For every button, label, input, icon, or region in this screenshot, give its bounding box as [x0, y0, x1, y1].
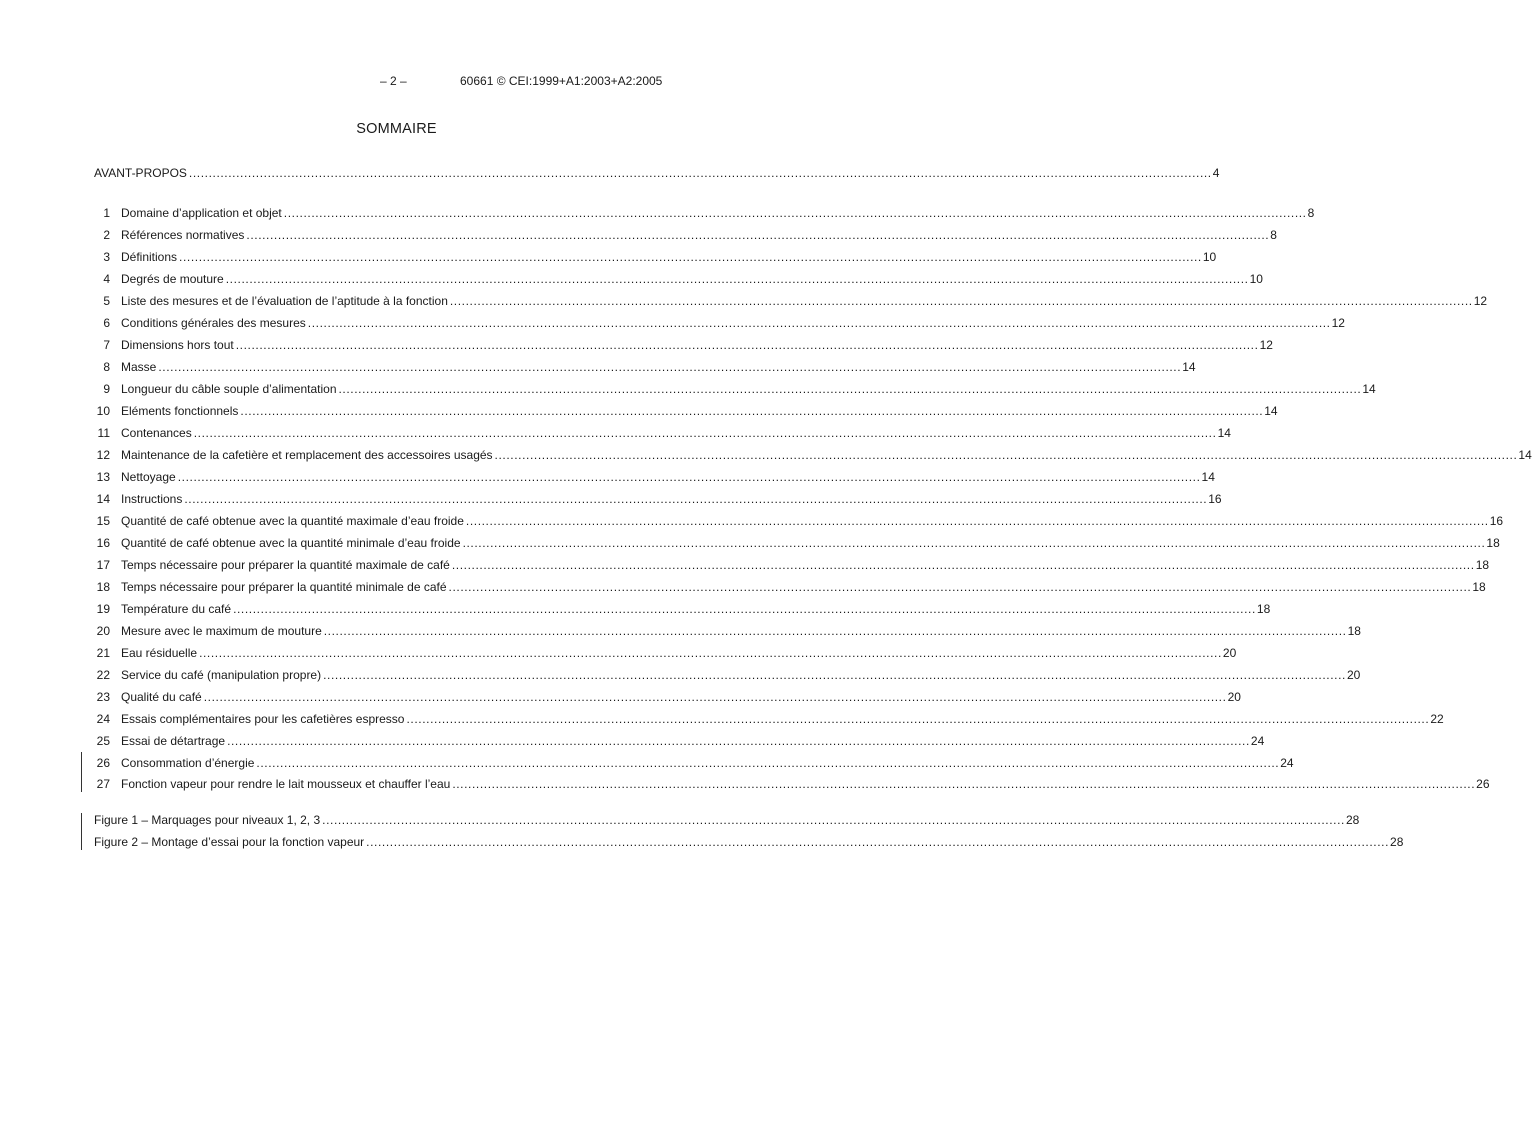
toc-entry-page: 18	[1347, 624, 1361, 638]
toc-entry-label: Degrés de mouture	[121, 272, 224, 286]
amendment-change-bar	[81, 752, 82, 792]
dot-leader: ....................................................................................................................................................................................................................................................................	[203, 690, 1227, 704]
dot-leader: ....................................................................................................................................................................................................................................................................	[465, 514, 1489, 528]
toc-entry-page: 16	[1208, 492, 1222, 506]
toc-entry-label: Figure 1 – Marquages pour niveaux 1, 2, 3	[94, 813, 321, 827]
toc-entry-page: 24	[1250, 734, 1265, 748]
dot-leader: ....................................................................................................................................................................................................................................................................	[235, 338, 1259, 352]
toc-entry[interactable]	[94, 469, 1215, 485]
toc-entry-label: Maintenance de la cafetière et remplacement des accessoires usagés	[121, 448, 493, 462]
toc-entry-page: 14	[1217, 426, 1231, 440]
toc-entry-page: 14	[1518, 448, 1532, 462]
toc-entry-label: Service du café (manipulation propre)	[121, 668, 322, 682]
dot-leader: ....................................................................................................................................................................................................................................................................	[452, 777, 1476, 791]
toc-entry-label: Figure 2 – Montage d’essai pour la fonction vapeur	[94, 835, 365, 849]
toc-entry-foreword[interactable]	[94, 165, 1220, 181]
toc-entry[interactable]	[94, 337, 1273, 353]
toc-entry[interactable]	[94, 623, 1361, 639]
toc-entry-number: 15	[96, 514, 110, 528]
toc-entry-label: Fonction vapeur pour rendre le lait mousseux et chauffer l’eau	[121, 777, 451, 791]
page-number: – 2 –	[380, 74, 407, 88]
toc-entry[interactable]	[94, 711, 1444, 727]
dot-leader: ....................................................................................................................................................................................................................................................................	[366, 835, 1390, 849]
toc-entry-number: 19	[96, 602, 110, 616]
toc-entry-label: Eau résiduelle	[121, 646, 198, 660]
toc-entry[interactable]	[94, 293, 1488, 309]
toc-entry[interactable]	[94, 249, 1217, 265]
toc-entry[interactable]	[94, 205, 1315, 221]
toc-entry-label: Références normatives	[121, 228, 245, 242]
toc-entry-number: 12	[96, 448, 110, 462]
toc-entry-label: Eléments fonctionnels	[121, 404, 239, 418]
dot-leader: ....................................................................................................................................................................................................................................................................	[451, 558, 1475, 572]
dot-leader: ....................................................................................................................................................................................................................................................................	[177, 470, 1201, 484]
toc-entry-page: 14	[1362, 382, 1376, 396]
toc-entry-page: 18	[1472, 580, 1486, 594]
toc-entry[interactable]	[94, 381, 1376, 397]
toc-entry-number: 25	[96, 734, 110, 748]
toc-entry-number: 2	[103, 228, 110, 242]
toc-entry-page: 18	[1475, 558, 1490, 572]
toc-entry-label: Essais complémentaires pour les cafetières espresso	[121, 712, 405, 726]
toc-entry-label: Liste des mesures et de l’évaluation de l’aptitude à la fonction	[121, 294, 448, 308]
toc-entry-label: Dimensions hors tout	[121, 338, 234, 352]
dot-leader: ....................................................................................................................................................................................................................................................................	[179, 250, 1202, 264]
dot-leader: ....................................................................................................................................................................................................................................................................	[227, 734, 1250, 748]
dot-leader: ....................................................................................................................................................................................................................................................................	[307, 316, 1331, 330]
toc-entry-label: Nettoyage	[121, 470, 176, 484]
toc-entry-page: 8	[1307, 206, 1315, 220]
toc-entry-label: Longueur du câble souple d’alimentation	[121, 382, 337, 396]
toc-entry-page: 28	[1345, 813, 1360, 827]
dot-leader: ....................................................................................................................................................................................................................................................................	[246, 228, 1270, 242]
toc-entry-number: 17	[96, 558, 110, 572]
toc-entry-label: Quantité de café obtenue avec la quantité minimale d’eau froide	[121, 536, 461, 550]
dot-leader: ....................................................................................................................................................................................................................................................................	[240, 404, 1264, 418]
toc-entry-number: 8	[103, 360, 110, 374]
toc-entry-page: 24	[1280, 756, 1294, 770]
toc-entry-label: Mesure avec le maximum de mouture	[121, 624, 322, 638]
document-reference: 60661 © CEI:1999+A1:2003+A2:2005	[460, 74, 663, 88]
dot-leader: ....................................................................................................................................................................................................................................................................	[199, 646, 1222, 660]
toc-entry-number: 11	[97, 426, 110, 440]
toc-entry-label: Temps nécessaire pour préparer la quantité minimale de café	[121, 580, 447, 594]
dot-leader: ....................................................................................................................................................................................................................................................................	[448, 580, 1472, 594]
toc-entry[interactable]	[94, 689, 1241, 705]
toc-entry-number: 3	[103, 250, 110, 264]
dot-leader: ....................................................................................................................................................................................................................................................................	[406, 712, 1430, 726]
toc-entry-figure[interactable]	[94, 812, 1360, 828]
toc-entry-number: 24	[96, 712, 110, 726]
dot-leader: ....................................................................................................................................................................................................................................................................	[193, 426, 1217, 440]
toc-entry-page: 28	[1390, 835, 1404, 849]
dot-leader: ....................................................................................................................................................................................................................................................................	[323, 624, 1347, 638]
toc-entry-page: 12	[1259, 338, 1273, 352]
toc-entry-page: 26	[1476, 777, 1490, 791]
toc-entry[interactable]	[94, 513, 1504, 529]
toc-entry[interactable]	[94, 601, 1271, 617]
toc-entry-page: 18	[1486, 536, 1500, 550]
toc-entry-label: Instructions	[121, 492, 183, 506]
toc-entry[interactable]	[94, 776, 1490, 792]
dot-leader: ....................................................................................................................................................................................................................................................................	[158, 360, 1182, 374]
toc-entry-number: 26	[96, 756, 110, 770]
toc-entry-page: 12	[1473, 294, 1488, 308]
toc-entry-label: Temps nécessaire pour préparer la quantité maximale de café	[121, 558, 450, 572]
dot-leader: ....................................................................................................................................................................................................................................................................	[188, 166, 1212, 180]
toc-entry[interactable]	[94, 447, 1532, 463]
toc-entry-number: 14	[96, 492, 110, 506]
dot-leader: ....................................................................................................................................................................................................................................................................	[283, 206, 1307, 220]
toc-entry-number: 18	[96, 580, 110, 594]
dot-leader: ....................................................................................................................................................................................................................................................................	[233, 602, 1256, 616]
toc-entry[interactable]	[94, 403, 1278, 419]
toc-entry-label: Consommation d’énergie	[121, 756, 255, 770]
toc-entry-label: Température du café	[121, 602, 232, 616]
toc-entry-number: 22	[96, 668, 110, 682]
toc-entry-page: 8	[1270, 228, 1277, 242]
toc-entry-label: Masse	[121, 360, 157, 374]
dot-leader: ....................................................................................................................................................................................................................................................................	[338, 382, 1362, 396]
toc-entry-number: 16	[96, 536, 110, 550]
toc-entry[interactable]	[94, 645, 1237, 661]
toc-entry-label: Définitions	[121, 250, 178, 264]
toc-entry-number: 10	[96, 404, 110, 418]
toc-entry-page: 20	[1227, 690, 1241, 704]
toc-entry-page: 14	[1182, 360, 1196, 374]
toc-entry[interactable]	[94, 535, 1500, 551]
dot-leader: ....................................................................................................................................................................................................................................................................	[225, 272, 1249, 286]
toc-entry-number: 1	[103, 206, 110, 220]
amendment-change-bar	[81, 813, 82, 850]
toc-entry[interactable]	[94, 359, 1196, 375]
toc-entry-page: 10	[1249, 272, 1263, 286]
toc-entry-label: Essai de détartrage	[121, 734, 226, 748]
toc-entry[interactable]	[94, 579, 1486, 595]
toc-entry[interactable]	[94, 667, 1361, 683]
toc-entry-label: Qualité du café	[121, 690, 202, 704]
toc-entry-number: 21	[96, 646, 110, 660]
toc-entry-label: Conditions générales des mesures	[121, 316, 306, 330]
dot-leader: ....................................................................................................................................................................................................................................................................	[184, 492, 1208, 506]
toc-entry[interactable]	[94, 755, 1294, 771]
dot-leader: ....................................................................................................................................................................................................................................................................	[494, 448, 1518, 462]
toc-entry-number: 9	[103, 382, 110, 396]
toc-entry-page: 12	[1331, 316, 1345, 330]
toc-entry[interactable]	[94, 491, 1222, 507]
toc-entry-page: 16	[1489, 514, 1504, 528]
toc-entry-label: Quantité de café obtenue avec la quantité maximale d’eau froide	[121, 514, 464, 528]
page-header	[380, 74, 662, 88]
toc-entry-figure[interactable]	[94, 834, 1404, 850]
toc-entry[interactable]	[94, 227, 1277, 243]
toc-entry-number: 6	[103, 316, 110, 330]
toc-entry-page: 20	[1222, 646, 1237, 660]
dot-leader: ....................................................................................................................................................................................................................................................................	[322, 813, 1345, 827]
toc-entry-number: 5	[103, 294, 110, 308]
toc-entry-page: 4	[1212, 166, 1220, 180]
toc-entry[interactable]	[94, 557, 1490, 573]
toc-entry-number: 13	[96, 470, 110, 484]
toc-entry-number: 4	[103, 272, 110, 286]
toc-entry-number: 23	[96, 690, 110, 704]
dot-leader: ....................................................................................................................................................................................................................................................................	[449, 294, 1473, 308]
toc-entry[interactable]	[94, 733, 1265, 749]
toc-entry-number: 20	[96, 624, 110, 638]
toc-entry-page: 14	[1201, 470, 1215, 484]
toc-entry-page: 22	[1430, 712, 1444, 726]
toc-entry[interactable]	[94, 425, 1231, 441]
toc-entry-label: Contenances	[121, 426, 192, 440]
dot-leader: ....................................................................................................................................................................................................................................................................	[323, 668, 1346, 682]
toc-entry[interactable]	[94, 315, 1345, 331]
toc-entry-number: 7	[103, 338, 110, 352]
toc-entry-page: 20	[1346, 668, 1361, 682]
toc-title: SOMMAIRE	[356, 121, 437, 137]
toc-entry-page: 18	[1256, 602, 1271, 616]
toc-entry-page: 10	[1202, 250, 1217, 264]
toc-entry-label: Domaine d’application et objet	[121, 206, 282, 220]
dot-leader: ....................................................................................................................................................................................................................................................................	[462, 536, 1486, 550]
toc-entry-label: AVANT-PROPOS	[94, 166, 187, 180]
toc-entry[interactable]	[94, 271, 1263, 287]
toc-entry-number: 27	[96, 777, 110, 791]
toc-entry-page: 14	[1264, 404, 1278, 418]
dot-leader: ....................................................................................................................................................................................................................................................................	[256, 756, 1280, 770]
